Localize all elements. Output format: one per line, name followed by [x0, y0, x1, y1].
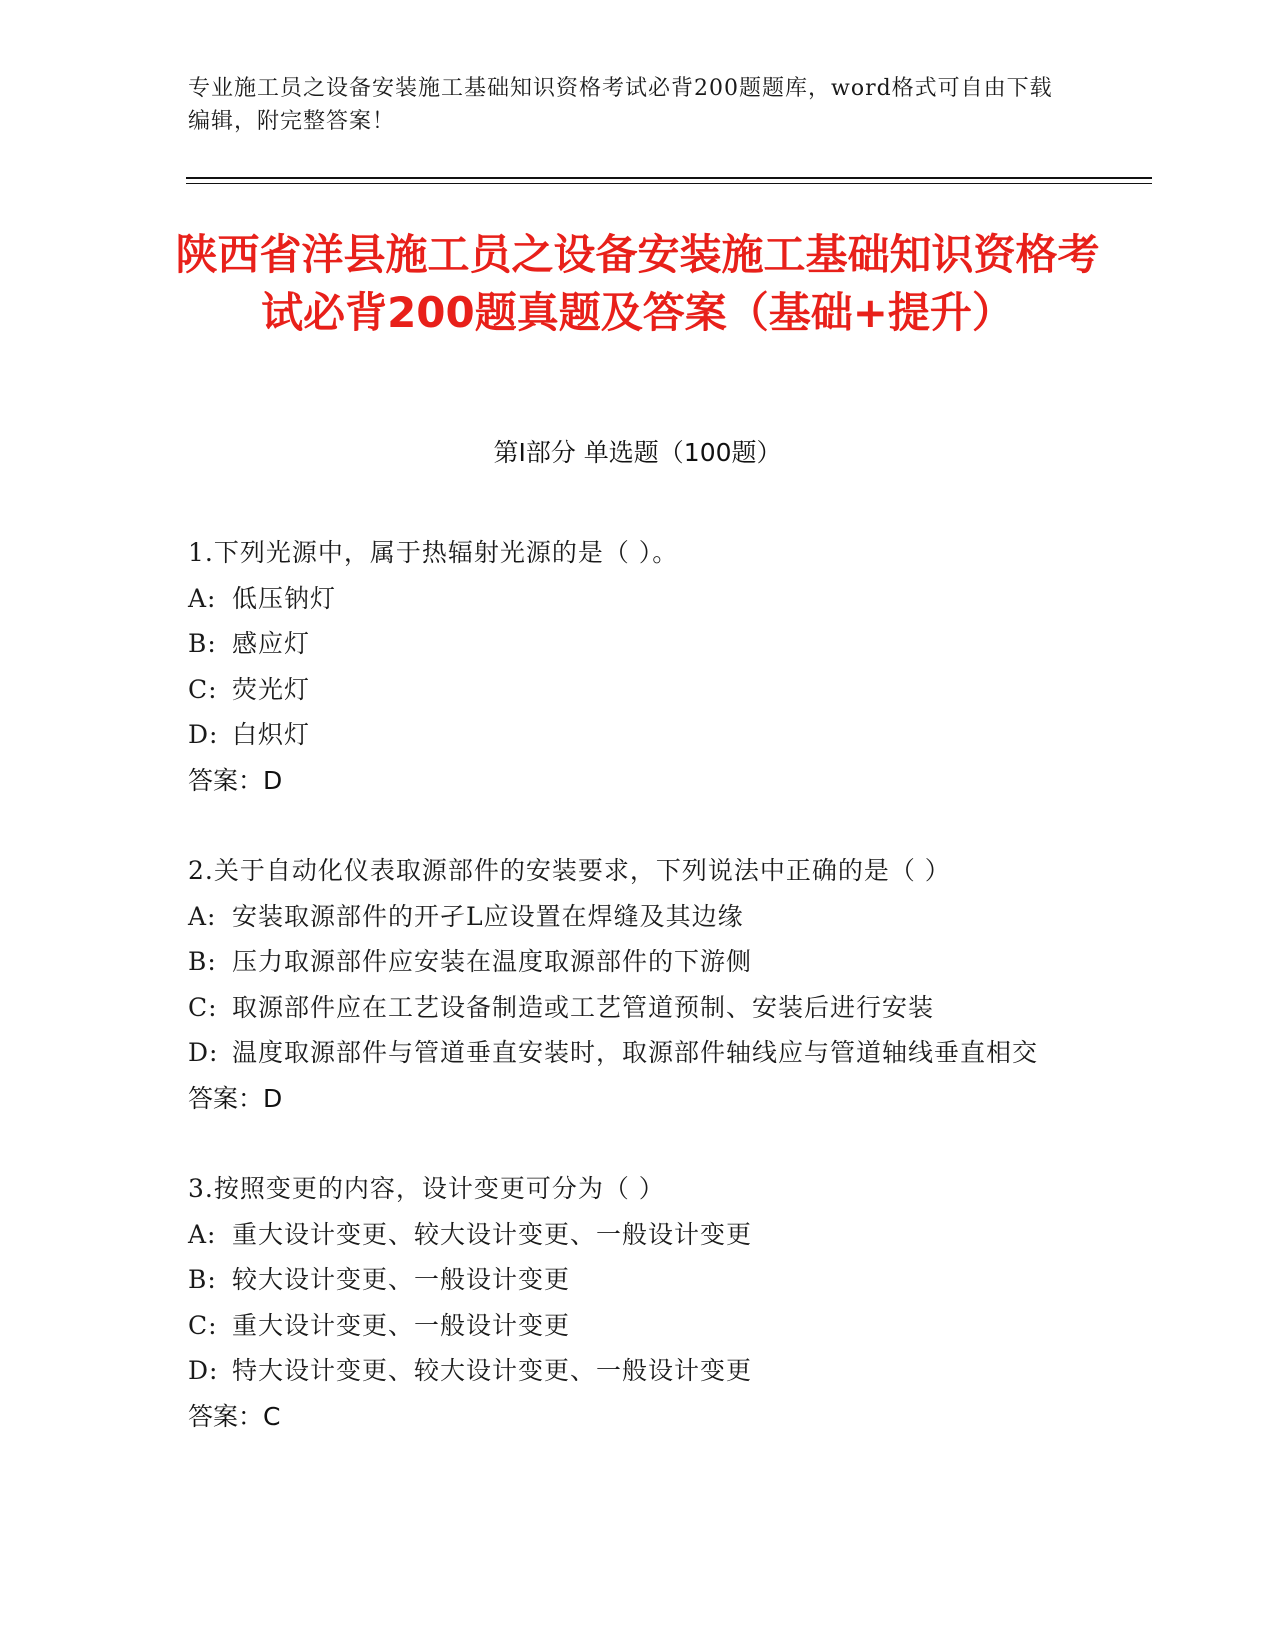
option-text: 白炽灯	[232, 720, 311, 749]
option-text: 安装取源部件的开孑L应设置在焊缝及其边缘	[232, 901, 744, 931]
section-heading: 第I部分 单选题（100题）	[493, 438, 782, 467]
option-letter: C:	[188, 992, 218, 1022]
option-b	[188, 939, 1088, 985]
option-d	[188, 712, 1088, 758]
option-b	[188, 1257, 1088, 1303]
option-letter: D:	[188, 720, 219, 749]
option-c	[188, 667, 1088, 713]
answer-line: 答案：D	[188, 765, 283, 795]
option-letter: C:	[188, 1310, 218, 1340]
question-stem: 3.按照变更的内容，设计变更可分为（ ）	[188, 1174, 665, 1203]
option-d	[188, 1348, 1088, 1394]
question-1	[188, 530, 1088, 803]
option-c	[188, 1303, 1088, 1349]
option-letter: D:	[188, 1038, 219, 1067]
option-b	[188, 621, 1088, 667]
option-text: 特大设计变更、较大设计变更、一般设计变更	[232, 1356, 753, 1385]
option-letter: B:	[188, 947, 217, 976]
document-title: 陕西省洋县施工员之设备安装施工基础知识资格考试必背200题真题及答案（基础+提升）	[175, 230, 1100, 337]
question-list	[188, 530, 1088, 1484]
option-letter: A:	[188, 901, 217, 931]
option-d	[188, 1030, 1088, 1076]
question-3	[188, 1166, 1088, 1439]
header-rule-thin	[186, 183, 1152, 184]
option-text: 重大设计变更、一般设计变更	[232, 1310, 571, 1340]
question-stem: 2.关于自动化仪表取源部件的安装要求，下列说法中正确的是（ ）	[188, 856, 951, 885]
option-text: 感应灯	[232, 629, 311, 658]
option-text: 重大设计变更、较大设计变更、一般设计变更	[232, 1219, 753, 1249]
option-letter: A:	[188, 1219, 217, 1249]
option-c	[188, 985, 1088, 1031]
header-rule-thick	[186, 177, 1152, 179]
option-text: 较大设计变更、一般设计变更	[232, 1265, 571, 1294]
option-text: 荧光灯	[232, 674, 311, 704]
option-text: 压力取源部件应安装在温度取源部件的下游侧	[232, 947, 753, 976]
option-letter: D:	[188, 1356, 219, 1385]
option-letter: C:	[188, 674, 218, 704]
option-a	[188, 576, 1088, 622]
option-a	[188, 894, 1088, 940]
option-a	[188, 1212, 1088, 1258]
option-letter: B:	[188, 1265, 217, 1294]
option-letter: B:	[188, 629, 217, 658]
answer-line: 答案：C	[188, 1401, 281, 1431]
option-text: 低压钠灯	[232, 583, 337, 613]
question-2	[188, 848, 1088, 1121]
header-note: 专业施工员之设备安装施工基础知识资格考试必背200题题库，word格式可自由下载编辑，附完整答案！	[188, 76, 1053, 134]
option-text: 温度取源部件与管道垂直安装时，取源部件轴线应与管道轴线垂直相交	[232, 1038, 1039, 1067]
answer-line: 答案：D	[188, 1083, 283, 1113]
question-stem: 1.下列光源中，属于热辐射光源的是（ ）。	[188, 538, 679, 567]
option-text: 取源部件应在工艺设备制造或工艺管道预制、安装后进行安装	[232, 992, 935, 1022]
option-letter: A:	[188, 583, 217, 613]
